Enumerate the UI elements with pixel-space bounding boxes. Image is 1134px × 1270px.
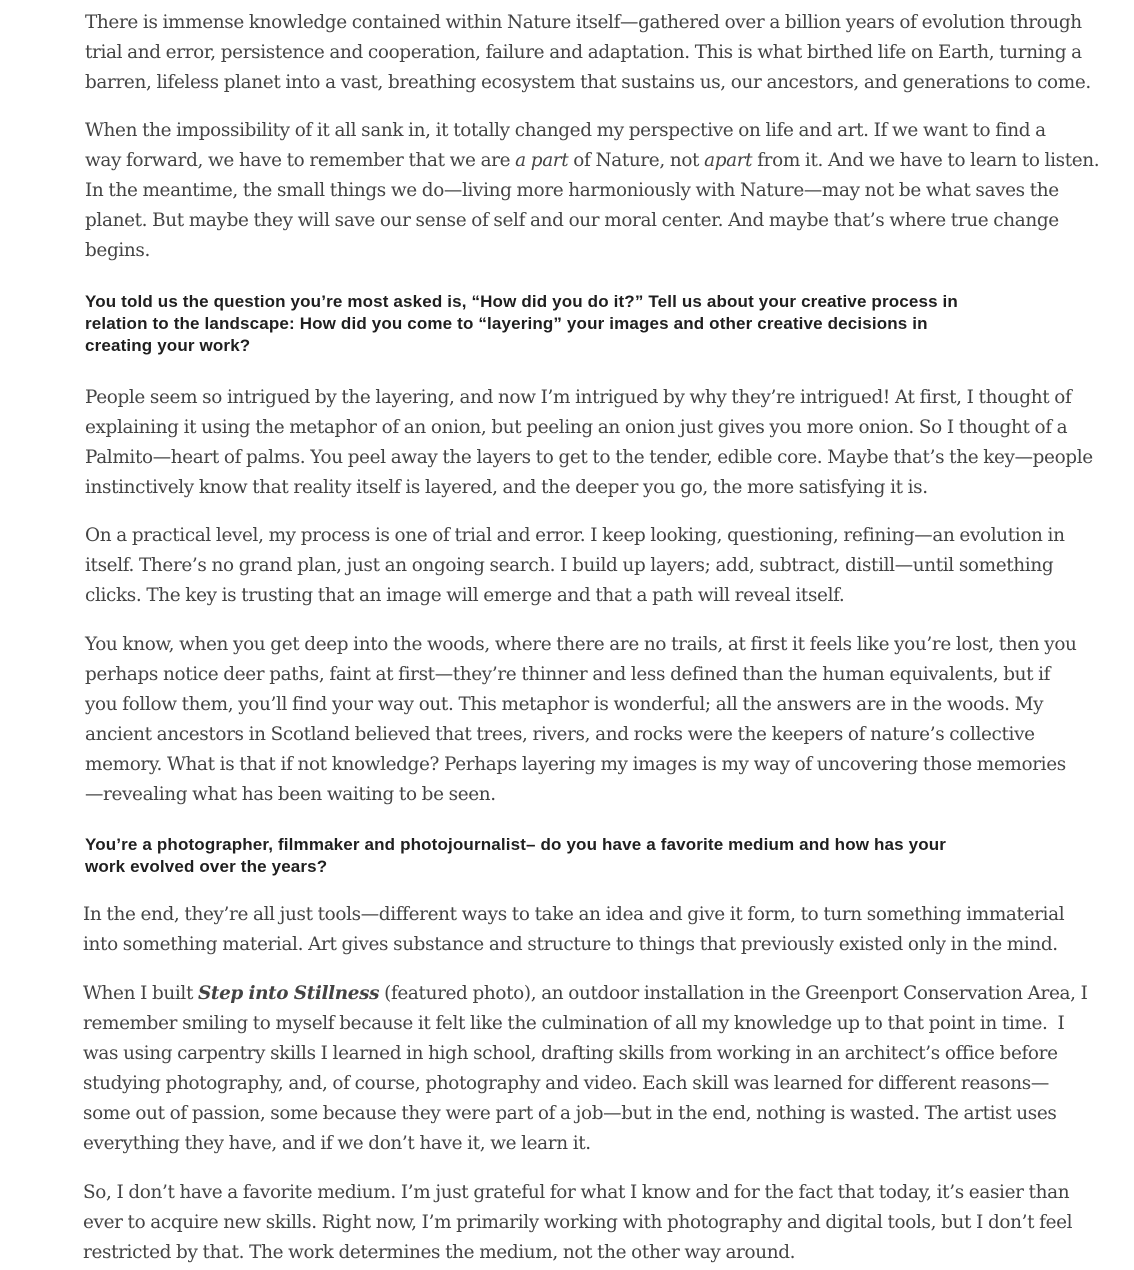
text-run: When I built <box>83 983 198 1004</box>
text-line: clicks. The key is trusting that an image will emerge and that a path will reveal itself. <box>85 585 845 606</box>
text-line: On a practical level, my process is one of trial and error. I keep looking, questioning, refining—an evolution in <box>85 525 1065 546</box>
text-line: You told us the question you’re most asked is, “How did you do it?” Tell us about your creative process in <box>85 292 958 311</box>
paragraph-perspective <box>85 116 1099 266</box>
text-line: barren, lifeless planet into a vast, breathing ecosystem that sustains us, our ancestors, and generations to come. <box>85 72 1091 93</box>
text-line: planet. But maybe they will save our sense of self and our moral center. And maybe that’s where true change <box>85 210 1059 231</box>
text-line: Palmito—heart of palms. You peel away the layers to get to the tender, edible core. Maybe that’s the key—people <box>85 447 1093 468</box>
text-line: explaining it using the metaphor of an onion, but peeling an onion just gives you more onion. So I thought of a <box>85 417 1068 438</box>
text-line: creating your work? <box>85 336 251 355</box>
emphasis-a-part: a part <box>515 150 569 171</box>
text-line: restricted by that. The work determines the medium, not the other way around. <box>83 1242 796 1263</box>
text-run: from it. And we have to learn to listen. <box>752 150 1100 171</box>
text-line: studying photography, and, of course, photography and video. Each skill was learned for different reasons— <box>83 1073 1049 1094</box>
text-line: You know, when you get deep into the woods, where there are no trails, at first it feels like you’re lost, then you <box>85 634 1077 655</box>
text-line: You’re a photographer, filmmaker and photojournalist– do you have a favorite medium and how has your <box>85 835 947 854</box>
text-line: relation to the landscape: How did you come to “layering” your images and other creative decisions in <box>85 314 928 333</box>
text-line <box>85 146 1099 176</box>
text-line: was using carpentry skills I learned in high school, drafting skills from working in an architect’s office before <box>83 1043 1058 1064</box>
text-line: you follow them, you’ll find your way out. This metaphor is wonderful; all the answers are in the woods. My <box>85 694 1044 715</box>
text-line: ancient ancestors in Scotland believed that trees, rivers, and rocks were the keepers of nature’s collective <box>85 724 1035 745</box>
text-line: everything they have, and if we don’t have it, we learn it. <box>83 1133 591 1154</box>
interview-question-favorite-medium <box>85 834 946 878</box>
text-run: (featured photo), an outdoor installation in the Greenport Conservation Area, I <box>379 983 1088 1004</box>
text-line: There is immense knowledge contained within Nature itself—gathered over a billion years of evolution through <box>85 12 1082 33</box>
paragraph-woods-metaphor <box>85 630 1077 810</box>
text-line: memory. What is that if not knowledge? Perhaps layering my images is my way of uncovering those memories <box>85 754 1066 775</box>
text-line: —revealing what has been waiting to be seen. <box>85 784 496 805</box>
text-line: People seem so intrigued by the layering, and now I’m intrigued by why they’re intrigued! At first, I thought of <box>85 387 1072 408</box>
text-line: perhaps notice deer paths, faint at first—they’re thinner and less defined than the human equivalents, but if <box>85 664 1051 685</box>
text-line: trial and error, persistence and cooperation, failure and adaptation. This is what birthed life on Earth, turning a <box>85 42 1082 63</box>
paragraph-nature-knowledge <box>85 8 1091 98</box>
text-line: In the meantime, the small things we do—living more harmoniously with Nature—may not be what saves the <box>85 180 1059 201</box>
text-line: work evolved over the years? <box>85 857 328 876</box>
text-run: of Nature, not <box>568 150 705 171</box>
text-line: instinctively know that reality itself is layered, and the deeper you go, the more satisfying it is. <box>85 477 928 498</box>
text-line: into something material. Art gives substance and structure to things that previously existed only in the mind. <box>83 934 1058 955</box>
interview-question-creative-process <box>85 291 958 357</box>
paragraph-no-favorite-medium <box>83 1178 1072 1268</box>
paragraph-step-into-stillness <box>83 979 1088 1159</box>
text-line <box>83 979 1088 1009</box>
paragraph-tools <box>83 900 1064 960</box>
text-line: When the impossibility of it all sank in, it totally changed my perspective on life and art. If we want to find a <box>85 120 1046 141</box>
emphasis-apart: apart <box>704 150 753 171</box>
paragraph-layering-onion <box>85 383 1093 503</box>
text-line: In the end, they’re all just tools—different ways to take an idea and give it form, to turn something immaterial <box>83 904 1065 925</box>
text-line: some out of passion, some because they were part of a job—but in the end, nothing is wasted. The artist uses <box>83 1103 1057 1124</box>
artwork-title: Step into Stillness <box>198 983 380 1004</box>
paragraph-practical-process <box>85 521 1065 611</box>
text-line: So, I don’t have a favorite medium. I’m just grateful for what I know and for the fact that today, it’s easier than <box>83 1182 1070 1203</box>
text-line: ever to acquire new skills. Right now, I’m primarily working with photography and digital tools, but I don’t feel <box>83 1212 1073 1233</box>
text-run: way forward, we have to remember that we are <box>85 150 516 171</box>
text-line: remember smiling to myself because it felt like the culmination of all my knowledge up to that point in time. I <box>83 1013 1065 1034</box>
text-line: begins. <box>85 240 150 261</box>
text-line: itself. There’s no grand plan, just an ongoing search. I build up layers; add, subtract, distill—until something <box>85 555 1054 576</box>
